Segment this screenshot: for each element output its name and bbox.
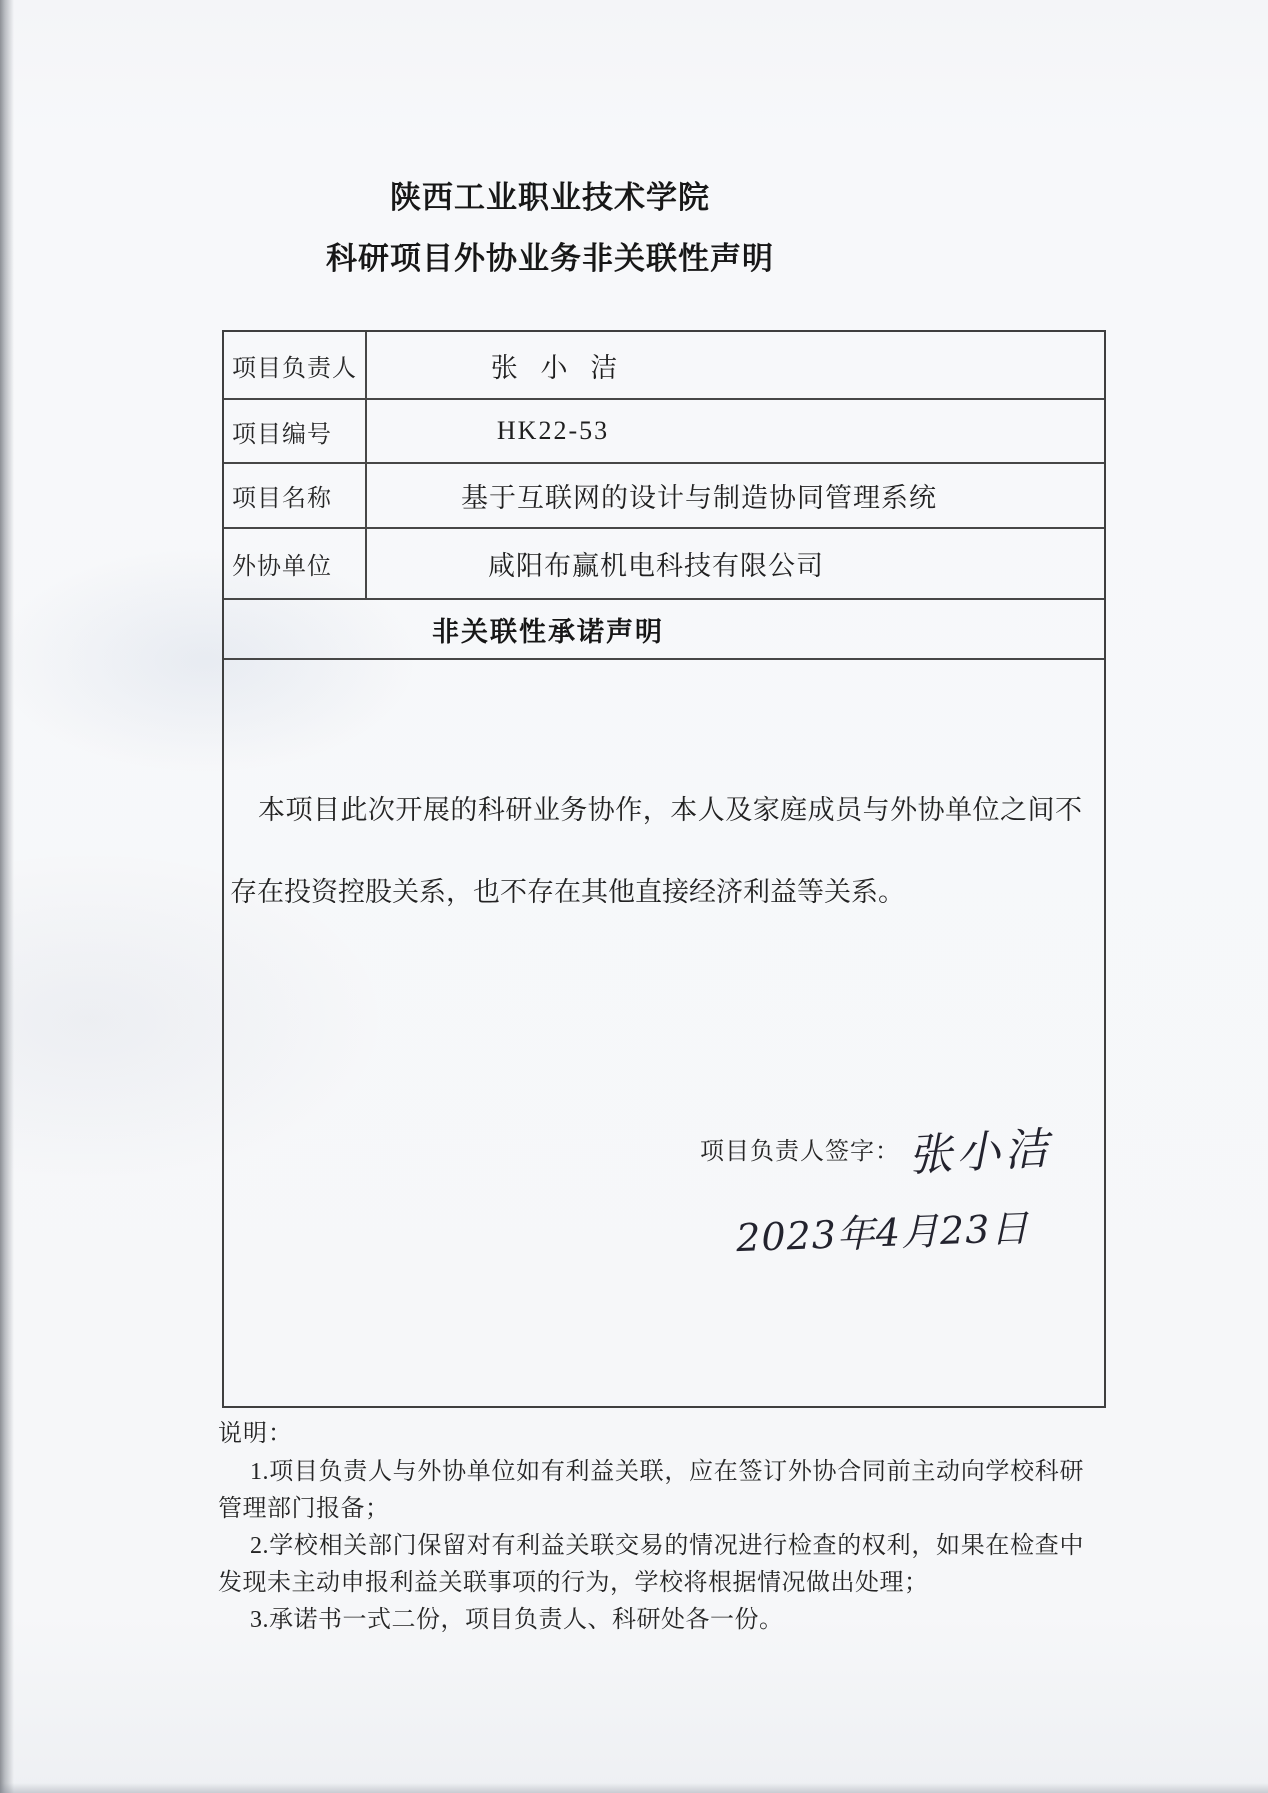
scan-bottom-edge-shadow [0, 1783, 1268, 1793]
field-label-project-leader: 项目负责人 [224, 332, 367, 398]
table-row-project-number [224, 398, 1104, 462]
handwritten-date: 2023年4月23日 [735, 1205, 1031, 1261]
document-title-line2: 科研项目外协业务非关联性声明 [326, 241, 774, 276]
table-row-project-name [224, 462, 1104, 527]
document-title-line1: 陕西工业职业技术学院 [390, 180, 710, 215]
commitment-statement-text: 本项目此次开展的科研业务协作，本人及家庭成员与外协单位之间不存在投资控股关系，也不存在其他直接经济利益等关系。 [230, 795, 1082, 907]
field-value-project-number: HK22-53 [496, 416, 610, 445]
notes-heading: 说明： [218, 1421, 293, 1447]
section-header-title: 非关联性承诺声明 [432, 616, 664, 647]
field-value-project-name: 基于互联网的设计与制造协同管理系统 [461, 483, 937, 513]
handwritten-signature: 张小洁 [906, 1123, 1054, 1182]
note-item-3: 3.承诺书一式二份，项目负责人、科研处各一份。 [250, 1607, 784, 1633]
signature-row [700, 1116, 1052, 1180]
field-value-project-leader: 张 小 洁 [490, 352, 626, 383]
declaration-form-table [222, 330, 1106, 1408]
table-row-project-leader [224, 332, 1104, 398]
field-label-project-name: 项目名称 [224, 464, 367, 527]
note-item-2: 2.学校相关部门保留对有利益关联交易的情况进行检查的权利，如果在检查中发现未主动申报利益关联事项的行为，学校将根据情况做出处理； [218, 1533, 1084, 1596]
table-row-section-header [224, 598, 1104, 658]
table-row-statement-body [224, 658, 1104, 1406]
signature-label: 项目负责人签字： [700, 1138, 900, 1165]
note-item-1: 1.项目负责人与外协单位如有利益关联，应在签订外协合同前主动向学校科研管理部门报备； [218, 1459, 1084, 1522]
table-row-outsourcing-unit [224, 527, 1104, 598]
field-label-outsourcing-unit: 外协单位 [224, 529, 367, 598]
field-label-project-number: 项目编号 [224, 400, 367, 462]
notes-section [218, 1414, 1084, 1639]
field-value-outsourcing-unit: 咸阳布赢机电科技有限公司 [488, 551, 824, 581]
statement-cell [224, 660, 1104, 1406]
